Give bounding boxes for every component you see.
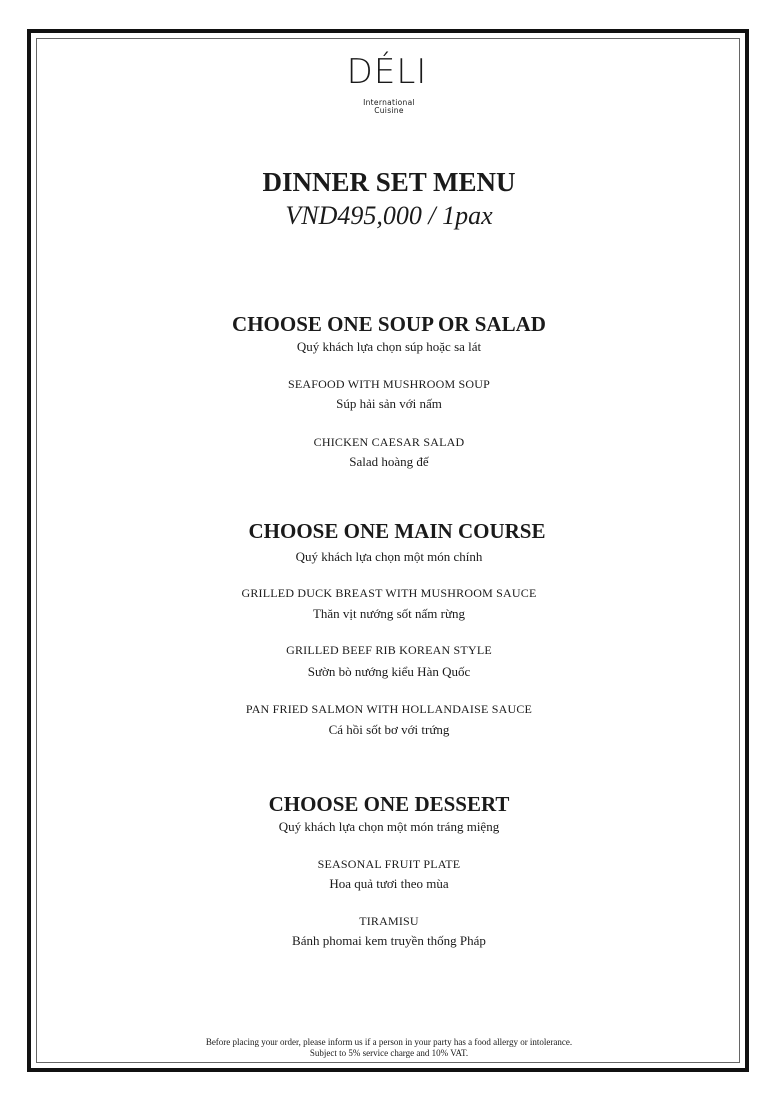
menu-item-en: PAN FRIED SALMON WITH HOLLANDAISE SAUCE (245, 702, 533, 716)
menu-item-vi: Cá hồi sốt bơ với trứng (328, 722, 450, 737)
logo-tagline-2: Cuisine (374, 106, 404, 115)
menu-item-en: GRILLED BEEF RIB KOREAN STYLE (286, 643, 492, 657)
menu-price: VND495,000 / 1pax (285, 201, 493, 230)
section-subtitle-dessert: Quý khách lựa chọn một món tráng miệng (278, 819, 500, 834)
menu-item-vi: Bánh phomai kem truyền thống Pháp (292, 933, 486, 948)
section-title-dessert: CHOOSE ONE DESSERT (268, 792, 510, 816)
menu-item-en: SEAFOOD WITH MUSHROOM SOUP (287, 377, 490, 391)
menu-item-vi: Sườn bò nướng kiểu Hàn Quốc (307, 664, 471, 679)
section-subtitle-main-course: Quý khách lựa chọn một món chính (295, 549, 483, 564)
menu-item-vi: Thăn vịt nướng sốt nấm rừng (312, 606, 466, 621)
menu-title: DINNER SET MENU (262, 167, 516, 197)
menu-item-vi: Salad hoàng đế (349, 454, 429, 469)
allergy-notice: Before placing your order, please inform us if a person in your party has a food allergy or intolerance. (205, 1037, 573, 1047)
logo-wordmark: DÉLI (346, 52, 428, 92)
menu-item-vi: Súp hải sản với nấm (336, 396, 442, 411)
service-charge-notice: Subject to 5% service charge and 10% VAT. (309, 1048, 469, 1058)
section-subtitle-soup-salad: Quý khách lựa chọn súp hoặc sa lát (296, 339, 482, 354)
logo-tagline-1: International (363, 98, 415, 107)
menu-item-en: SEASONAL FRUIT PLATE (317, 857, 461, 871)
menu-item-en: CHICKEN CAESAR SALAD (313, 435, 465, 449)
section-title-soup-salad: CHOOSE ONE SOUP OR SALAD (232, 312, 546, 336)
menu-item-en: TIRAMISU (359, 914, 419, 928)
section-title-main-course: CHOOSE ONE MAIN COURSE (248, 519, 546, 543)
menu-item-vi: Hoa quả tươi theo mùa (329, 876, 449, 891)
menu-item-en: GRILLED DUCK BREAST WITH MUSHROOM SAUCE (241, 586, 537, 600)
